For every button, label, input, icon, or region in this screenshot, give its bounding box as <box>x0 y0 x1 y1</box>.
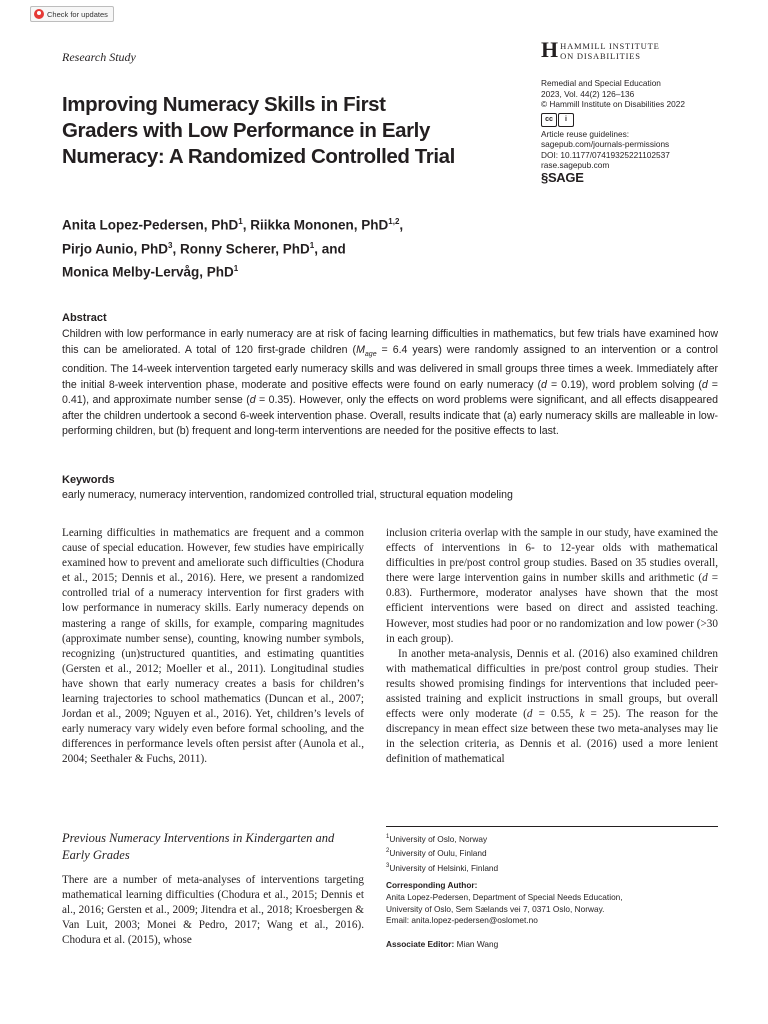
body-paragraph: Learning difficulties in mathematics are frequent and a common cause of special education. However, few studies have empirically examined how to prevent and ameliorate such difficulties (Chodura et al., 2015; Dennis et al., 2016). Here, we present a randomized controlled trial of a numeracy intervention for first graders with low performance in numeracy skills. Early numeracy depends on mastering a range of skills, for example, comparing magnitudes (approximate number sense), counting, knowing number symbols, recognizing (un)structured quantities, and estimating quantities (Gersten et al., 2012; Moeller et al., 2011). Longitudinal studies have shown that early numeracy creates a basis for children’s learning trajectories to school mathematics (Duncan et al., 2007; Jordan et al., 2009; Nguyen et al., 2016). Yet, children’s levels of early numeracy vary widely even before formal schooling, and the differences in performance levels often persist after (Aunola et al., 2004; Seethaler & Fuchs, 2011). <box>62 527 364 766</box>
affiliation-item: $^2$University of Oulu, Finland <box>386 848 487 859</box>
check-for-updates-button[interactable] <box>30 6 114 22</box>
author-list <box>62 212 532 283</box>
body-left-column <box>62 526 364 768</box>
sage-logo: §SAGE <box>541 169 584 185</box>
body-paragraph: inclusion criteria overlap with the sample in our study, have examined the effects of interventions in 6- to 12-year olds with mathematical difficulties in pre/post control group studies. Based on 35 studies overall, there were large intervention gains in number skills and arithmetic (d = 0.83). Furthermore, moderator analyses have shown that the most efficient interventions were based on direct and assisted teaching. However, most studies had poor or no randomization and low power (>30 in each group). <box>386 527 719 645</box>
author-name: Riikka Mononen, PhD <box>250 217 389 233</box>
affiliations <box>386 831 498 874</box>
author-name: Pirjo Aunio, PhD <box>62 241 168 256</box>
author-line-3: Monica Melby-Lervåg, PhD$^1$ <box>62 264 239 280</box>
check-for-updates-label: Check for updates <box>47 9 108 19</box>
reuse-link[interactable]: sagepub.com/journals-permissions <box>541 139 670 149</box>
doi-link[interactable]: DOI: 10.1177/07419325221102537 <box>541 149 670 160</box>
author-line-1: Anita Lopez-Pedersen, PhD$^1$, Riikka Mononen, PhD$^{1,2}$, <box>62 217 404 233</box>
section-label: Research Study <box>62 50 136 64</box>
journal-site-link[interactable]: rase.sagepub.com <box>541 160 610 170</box>
hammill-institute-logo <box>541 37 660 62</box>
abstract-text: Children with low performance in early numeracy are at risk of facing learning difficulties in mathematics, but few trials have examined how this can be ameliorated. A total of 120 first-grade children ($M_{age} = 6.4$ years) were randomly assigned to an intervention or a control condition. The 14-week intervention targeted early numeracy skills and was delivered in small groups three times a week. Immediately after the initial 8-week intervention phase, moderate and positive effects were found on early numeracy (d = 0.19), word problem solving (d = 0.41), and approximate number sense (d = 0.35). However, only the effects on word problems were significant, and all effects disappeared after the children undertook a second 6-week intervention phase. Overall, results indicate that (a) early numeracy skills are malleable in low-performing children, but (b) frequent and long-term interventions are needed for the positive effects to last. <box>62 328 718 438</box>
corresponding-author-heading: Corresponding Author: <box>386 880 478 890</box>
footnote-divider <box>386 826 718 827</box>
journal-volume: 2023, Vol. 44(2) 126–136 <box>541 88 635 99</box>
article-title <box>62 92 522 170</box>
keywords-text: early numeracy, numeracy intervention, randomized controlled trial, structural equation modeling <box>62 489 513 501</box>
body-left-column-continued <box>62 873 364 948</box>
title-line-3: Numeracy: A Randomized Controlled Trial <box>62 145 455 168</box>
logo-initial: H <box>541 37 559 62</box>
author-name: Monica Melby-Lervåg, PhD <box>62 264 234 280</box>
journal-name: Remedial and Special Education <box>541 78 661 88</box>
author-line-2: Pirjo Aunio, PhD$^3$, Ronny Scherer, PhD$^1$, and <box>62 240 346 256</box>
cc-icon: cc <box>541 113 557 127</box>
journal-copyright: © Hammill Institute on Disabilities 2022 <box>541 99 685 109</box>
logo-line-2: ON DISABILITIES <box>560 51 641 61</box>
body-right-column <box>386 526 718 768</box>
corresponding-author-line: Anita Lopez-Pedersen, Department of Special Needs Education, <box>386 891 623 902</box>
body-paragraph: There are a number of meta-analyses of interventions targeting mathematical learning difficulties (Chodura et al., 2015; Dennis et al., 2016; Gersten et al., 2009; Jitendra et al., 2018; Kroesbergen & Van Luit, 2003; Monei & Pedro, 2017; Wang et al., 2016). Chodura et al. (2015), whose <box>62 874 364 947</box>
abstract-heading: Abstract <box>62 312 107 324</box>
corresponding-author-line: University of Oslo, Sem Sælands vei 7, 0371 Oslo, Norway. <box>386 903 605 914</box>
journal-meta <box>541 78 685 183</box>
logo-line-1: HAMMILL INSTITUTE <box>560 41 660 51</box>
attribution-icon: i <box>558 113 574 127</box>
reuse-label: Article reuse guidelines: <box>541 128 630 139</box>
body-paragraph: In another meta-analysis, Dennis et al. (2016) also examined children with mathematical difficulties in pre/post control group studies. Their results showed promising findings for interventions that included peer-assisted training and explicit instructions in small groups, but overall effects were only moderate (d = 0.55, k = 25). The reason for the discrepancy in mean effect size between these two meta-analyses may lie in the selection criteria, as Dennis et al. (2016) used a more lenient definition of mathematical <box>386 647 719 766</box>
author-name: Anita Lopez-Pedersen, PhD <box>62 217 239 233</box>
crossmark-icon <box>34 9 44 19</box>
section-subheading: Previous Numeracy Interventions in Kindergarten and Early Grades <box>62 831 335 862</box>
creative-commons-icon <box>541 113 575 127</box>
title-line-2: Graders with Low Performance in Early <box>62 119 430 142</box>
associate-editor: Associate Editor: Mian Wang <box>386 939 499 949</box>
author-name: Ronny Scherer, PhD <box>179 241 310 256</box>
corresponding-author <box>386 880 623 927</box>
affiliation-item: $^3$University of Helsinki, Finland <box>386 862 499 873</box>
title-line-1: Improving Numeracy Skills in First <box>62 93 386 116</box>
corresponding-author-email[interactable]: Email: anita.lopez-pedersen@oslomet.no <box>386 915 538 926</box>
affiliation-item: $^1$University of Oslo, Norway <box>386 833 488 844</box>
keywords-heading: Keywords <box>62 474 115 486</box>
